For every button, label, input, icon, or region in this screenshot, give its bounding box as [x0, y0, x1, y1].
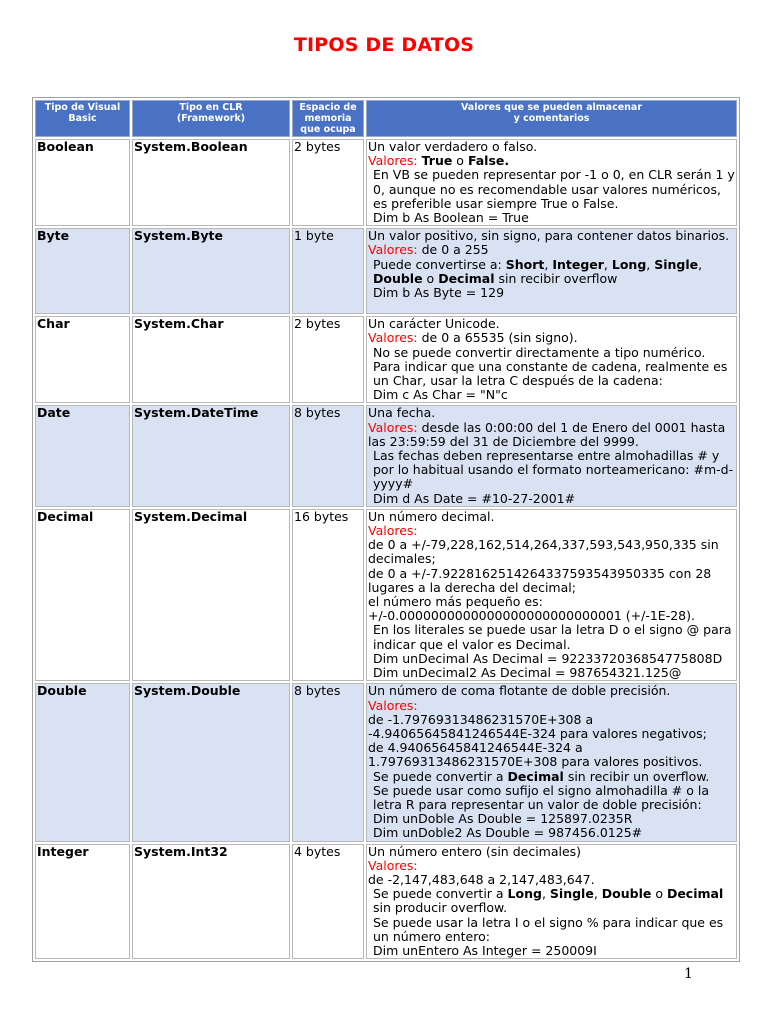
- conv-type: Decimal: [507, 768, 564, 784]
- clr-type-cell: System.Decimal: [132, 509, 290, 681]
- values-cell: [366, 683, 737, 841]
- value-true: True: [421, 153, 453, 169]
- vb-type-cell: Char: [35, 316, 130, 403]
- description: Un número decimal.: [368, 508, 495, 524]
- values-cell: [366, 844, 737, 960]
- values-label: Valores:: [368, 523, 418, 539]
- header-vb-type: Tipo de Visual Basic: [35, 100, 130, 137]
- conv-type: Double: [373, 270, 423, 286]
- table-row: [35, 509, 737, 681]
- conv-type: Single: [654, 256, 699, 272]
- values-range: desde las 0:00:00 del 1 de Enero del 0001 hasta las 23:59:59 del 31 de Diciembre del 9999.: [368, 419, 726, 449]
- conv-type: Long: [507, 886, 542, 902]
- conversion-note: Se puede convertir a Long, Single, Double o Decimal sin producir overflow.: [373, 886, 724, 916]
- description: Un número de coma flotante de doble precisión.: [368, 683, 671, 699]
- values-label: Valores:: [368, 697, 418, 713]
- header-clr-type: Tipo en CLR (Framework): [132, 100, 290, 137]
- values-range: de 0 a +/-79,228,162,514,264,337,593,543,950,335 sin decimales; de 0 a +/-7.9228162514264337593543950335 con 28 lugares a la derecha del decimal; el número más pequeño es: +/-0.0000000000000000000000000001 (+/-1E-28).: [368, 537, 719, 624]
- clr-type-cell: System.Boolean: [132, 139, 290, 226]
- conv-prefix: Puede convertirse a:: [373, 256, 506, 272]
- conversion-note: [368, 770, 735, 784]
- description: Un carácter Unicode.: [368, 316, 500, 332]
- values-label: Valores:: [368, 153, 418, 169]
- table-row: [35, 316, 737, 403]
- clr-type-cell: System.Int32: [132, 844, 290, 960]
- header-values: Valores que se pueden almacenar y comentarios: [366, 100, 737, 137]
- size-cell: 16 bytes: [292, 509, 364, 681]
- conjunction: o: [452, 153, 468, 169]
- table-row: [35, 683, 737, 841]
- values-cell: [366, 405, 737, 506]
- vb-type-cell: Integer: [35, 844, 130, 960]
- values-range: de -1.79769313486231570E+308 a -4.94065645841246544E-324 para valores negativos; de 4.94065645841246544E-324 a 1.79769313486231570E+308 para valores positivos.: [368, 711, 707, 770]
- size-cell: 4 bytes: [292, 844, 364, 960]
- notes: Se puede usar la letra I o el signo % para indicar que es un número entero: Dim unEntero As Integer = 250009I: [373, 914, 724, 958]
- conv-type: Double: [601, 886, 652, 902]
- description: Un número entero (sin decimales): [368, 843, 582, 859]
- values-label: Valores:: [368, 857, 418, 873]
- size-cell: 8 bytes: [292, 683, 364, 841]
- table-row: [35, 844, 737, 960]
- notes: En VB se pueden representar por -1 o 0, en CLR serán 1 y 0, aunque no es recomendable usar valores numéricos, es preferible usar siempre True o False. Dim b As Boolean = True: [373, 167, 735, 226]
- table-row: [35, 139, 737, 226]
- conv-type: Single: [549, 886, 594, 902]
- size-cell: 2 bytes: [292, 316, 364, 403]
- notes: No se puede convertir directamente a tipo numérico. Para indicar que una constante de cadena, realmente es un Char, usar la letra C después de la cadena: Dim c As Char = "N"c: [373, 344, 728, 403]
- values-label: Valores:: [368, 419, 418, 435]
- notes: En los literales se puede usar la letra D o el signo @ para indicar que el valor es Decimal. Dim unDecimal As Decimal = 9223372036854775808D Dim unDecimal2 As Decimal = 987654321.125@: [373, 622, 732, 681]
- clr-type-cell: System.DateTime: [132, 405, 290, 506]
- description: Una fecha.: [368, 405, 436, 421]
- conv-suffix: sin recibir un overflow.: [563, 768, 710, 784]
- clr-type-cell: System.Double: [132, 683, 290, 841]
- table-row: [35, 228, 737, 314]
- data-types-table: [32, 97, 740, 962]
- header-memory: Espacio de memoria que ocupa: [292, 100, 364, 137]
- conv-type: Decimal: [666, 886, 724, 902]
- notes: Se puede usar como sufijo el signo almohadilla # o la letra R para representar un valor de doble precisión: Dim unDoble As Double = 125897.0235R Dim unDoble2 As Double = 987456.0125#: [373, 782, 709, 841]
- conv-type: Short: [505, 256, 545, 272]
- conv-suffix: sin producir overflow.: [373, 900, 508, 916]
- conv-prefix: Se puede convertir a: [373, 886, 508, 902]
- values-label: Valores:: [368, 330, 418, 346]
- notes: Las fechas deben representarse entre almohadillas # y por lo habitual usando el formato norteamericano: #m-d-yyyy# Dim d As Date = #10-27-2001#: [373, 448, 734, 506]
- size-cell: 2 bytes: [292, 139, 364, 226]
- values-cell: [366, 228, 737, 314]
- values-cell: [366, 316, 737, 403]
- page-number: 1: [684, 966, 693, 982]
- code-example: Dim b As Byte = 129: [373, 285, 505, 301]
- vb-type-cell: Double: [35, 683, 130, 841]
- conv-type: Long: [611, 256, 647, 272]
- conv-type: Integer: [552, 256, 604, 272]
- vb-type-cell: Decimal: [35, 509, 130, 681]
- conv-prefix: Se puede convertir a: [373, 768, 508, 784]
- values-range: de 0 a 255: [417, 242, 489, 258]
- vb-type-cell: Date: [35, 405, 130, 506]
- vb-type-cell: Byte: [35, 228, 130, 314]
- clr-type-cell: System.Byte: [132, 228, 290, 314]
- conv-suffix: sin recibir overflow: [494, 270, 618, 286]
- table-row: [35, 405, 737, 506]
- values-label: Valores:: [368, 242, 418, 258]
- description: Un valor verdadero o falso.: [368, 139, 538, 154]
- conv-type: Decimal: [438, 270, 495, 286]
- values-cell: [366, 509, 737, 681]
- values-cell: [366, 139, 737, 226]
- values-range: de 0 a 65535 (sin signo).: [417, 330, 578, 346]
- size-cell: 1 byte: [292, 228, 364, 314]
- values-range: de -2,147,483,648 a 2,147,483,647.: [368, 871, 595, 887]
- document-title: TIPOS DE DATOS: [293, 34, 475, 56]
- size-cell: 8 bytes: [292, 405, 364, 506]
- value-false: False.: [467, 153, 510, 169]
- clr-type-cell: System.Char: [132, 316, 290, 403]
- description: Un valor positivo, sin signo, para contener datos binarios.: [368, 228, 730, 244]
- vb-type-cell: Boolean: [35, 139, 130, 226]
- conversion-note: Puede convertirse a: Short, Integer, Long, Single, Double o Decimal sin recibir overflow Dim b As Byte = 129: [373, 256, 703, 301]
